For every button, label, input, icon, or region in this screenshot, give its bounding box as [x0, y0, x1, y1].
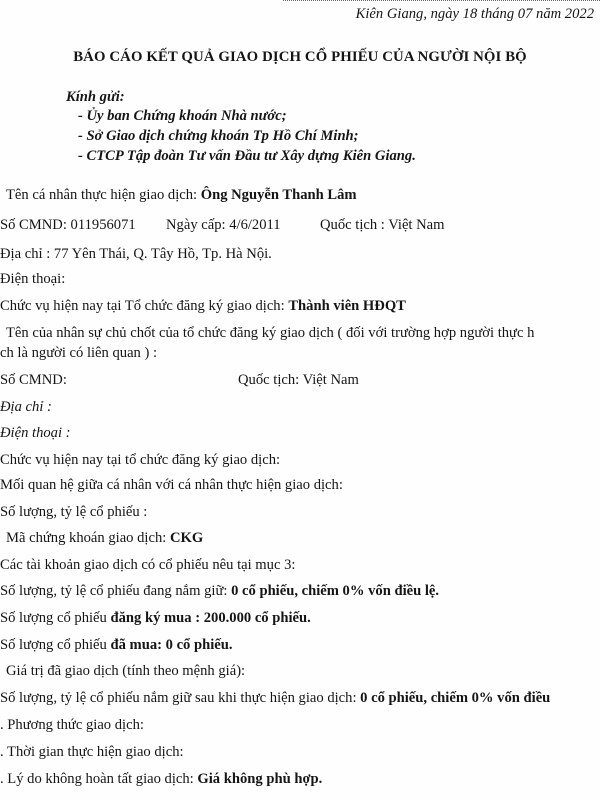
ticker-label: Mã chứng khoán giao dịch: [6, 530, 170, 546]
related-nationality: Quốc tịch: Việt Nam [238, 372, 359, 388]
position-value: Thành viên HĐQT [288, 298, 406, 314]
reason-value: Giá không phù hợp. [197, 771, 323, 787]
related-position: Chức vụ hiện nay tại tổ chức đăng ký giao dịch: [0, 452, 281, 468]
registered-value: : 200.000 cổ phiếu. [191, 610, 311, 626]
holding-after-label: Số lượng, tỷ lệ cổ phiếu nắm giữ sau khi thực hiện giao dịch: [0, 690, 361, 706]
recipient-item: - Ủy ban Chứng khoán Nhà nước; [78, 108, 287, 124]
recipients-label: Kính gửi: [66, 89, 125, 105]
trader-name-line [6, 186, 357, 204]
document-title: BÁO CÁO KẾT QUẢ GIAO DỊCH CỔ PHIẾU CỦA NGƯỜI NỘI BỘ [73, 49, 527, 65]
registered-emphasis: đăng ký mua [110, 610, 192, 626]
relationship-line: Mối quan hệ giữa cá nhân với cá nhân thực hiện giao dịch: [0, 477, 343, 493]
related-person-line-1: Tên của nhân sự chủ chốt của tổ chức đăng ký giao dịch ( đối với trường hợp người thực h [6, 325, 535, 341]
trader-name-label: Tên cá nhân thực hiện giao dịch: [6, 187, 201, 203]
ticker-line [6, 529, 203, 547]
accounts-line: Các tài khoản giao dịch có cổ phiếu nêu tại mục 3: [0, 557, 296, 573]
method-line: . Phương thức giao dịch: [0, 717, 144, 733]
address-line: Địa chỉ : 77 Yên Thái, Q. Tây Hồ, Tp. Hà Nội. [0, 246, 272, 262]
related-address: Địa chỉ : [0, 399, 52, 415]
bought-emphasis: đã mua [110, 637, 158, 653]
position-label: Chức vụ hiện nay tại Tổ chức đăng ký giao dịch: [0, 298, 289, 314]
cmnd-line: Số CMND: 011956071 [0, 217, 136, 233]
bought-label: Số lượng cổ phiếu [0, 637, 111, 653]
bought-value: : 0 cổ phiếu. [157, 637, 233, 653]
time-line: . Thời gian thực hiện giao dịch: [0, 744, 184, 760]
holding-after-value: 0 cổ phiếu, chiếm 0% vốn điều [360, 690, 551, 706]
reason-label: . Lý do không hoàn tất giao dịch: [0, 771, 198, 787]
nationality: Quốc tịch : Việt Nam [320, 217, 445, 233]
holding-after-line [0, 689, 550, 707]
date-dotted-rule [283, 0, 600, 2]
registered-line [0, 609, 311, 627]
related-phone: Điện thoại : [0, 425, 71, 441]
traded-value-line: Giá trị đã giao dịch (tính theo mệnh giá): [6, 663, 246, 679]
related-shares-line: Số lượng, tỷ lệ cổ phiếu : [0, 504, 148, 520]
ticker-value: CKG [169, 530, 204, 546]
recipient-item: - Sở Giao dịch chứng khoán Tp Hồ Chí Minh; [78, 128, 359, 144]
registered-label: Số lượng cổ phiếu [0, 610, 111, 626]
holding-before-value: 0 cổ phiếu, chiếm 0% vốn điều lệ. [231, 583, 440, 599]
holding-before-line [0, 582, 439, 600]
holding-before-label: Số lượng, tỷ lệ cổ phiếu đang nắm giữ: [0, 583, 232, 599]
position-line [0, 297, 406, 315]
recipient-item: - CTCP Tập đoàn Tư vấn Đầu tư Xây dựng Kiên Giang. [78, 148, 416, 164]
related-person-line-2: ch là người có liên quan ) : [0, 345, 158, 361]
reason-line [0, 770, 322, 788]
trader-name-value: Ông Nguyễn Thanh Lâm [200, 187, 357, 203]
issue-date: Ngày cấp: 4/6/2011 [166, 217, 281, 233]
phone-line: Điện thoại: [0, 271, 66, 287]
bought-line [0, 636, 233, 654]
related-cmnd: Số CMND: [0, 372, 67, 388]
date-line: Kiên Giang, ngày 18 tháng 07 năm 2022 [355, 6, 594, 22]
